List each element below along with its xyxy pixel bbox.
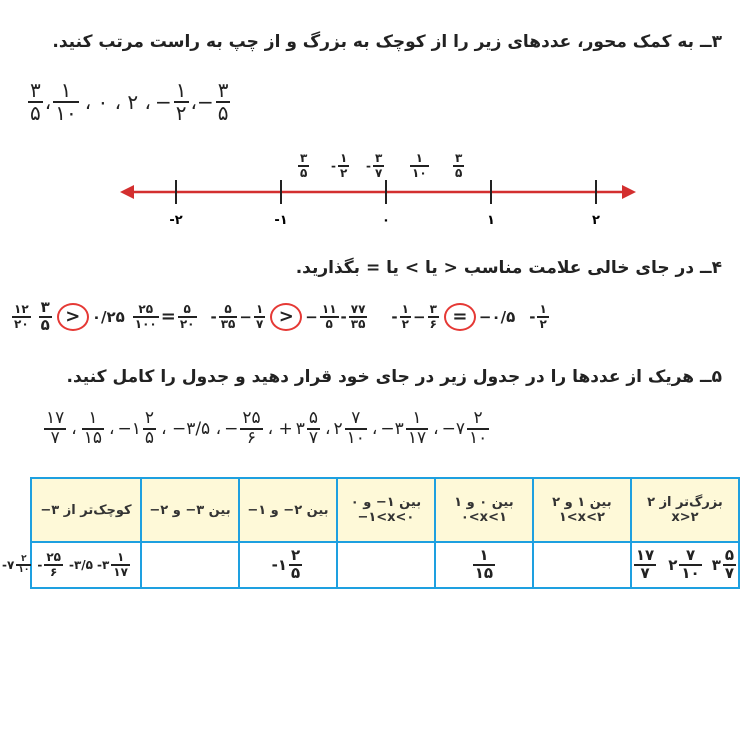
q3-minus: −: [154, 90, 172, 114]
q3-sep: ، ۰ ، ۲ ،: [84, 90, 151, 114]
q3-minus: −: [196, 90, 214, 114]
q4-answer-circle-2[interactable]: >: [270, 303, 302, 331]
q5-number: $\frac{۱}{۱۵}$: [83, 408, 103, 448]
q4-comparisons: [10, 300, 551, 334]
q5-sep: ،: [71, 418, 77, 439]
q4-frac: $\frac{۱}{۲}$: [539, 302, 547, 331]
q5-number-list: [42, 410, 491, 448]
answer-cell-neg1-0[interactable]: [337, 542, 435, 588]
q5-sep: ،: [433, 418, 439, 439]
q4-minus: −: [239, 307, 252, 326]
q5-number: ۳ $\frac{۵}{۷}$: [295, 408, 319, 448]
table-header-row: [31, 478, 739, 542]
q5-number: $\frac{۱۷}{۷}$: [46, 408, 65, 448]
header-cell: بین ۲− و ۱−: [239, 478, 337, 542]
axis-fraction-label: $\frac{۳}{۵}$: [300, 151, 308, 180]
q5-sep: ،: [371, 418, 378, 439]
axis-fraction-label: $\frac{۱}{۱۰}$: [412, 151, 427, 180]
q5-title: ۵ــ هریک از عددها را در جدول زیر در جای خود قرار دهید و جدول را کامل کنید.: [66, 367, 722, 387]
q4-decimal: −۰/۵: [478, 307, 516, 326]
header-cell: بین ۰ و ۱ ۰<x<۱: [435, 478, 533, 542]
q4-frac: $\frac{۱۱}{۵}$: [321, 302, 337, 331]
answer-cell-less-than-neg3[interactable]: -۷ $\frac{۲}{۱۰}$ - $\frac{۲۵}{۶}$ -۳/۵ -۳ $\frac{۱}{۱۷}$: [31, 542, 141, 588]
q3-frac-3-5-neg: $\frac{۳}{۵}$: [217, 78, 229, 125]
q5-sep: ، +: [267, 418, 293, 439]
q4-minus: -: [340, 307, 347, 326]
axis-tick-label: -۲: [169, 213, 183, 228]
q3-sep: ،: [44, 90, 52, 114]
answer-cell-greater-than-2[interactable]: $\frac{۱۷}{۷}$ ۲ $\frac{۷}{۱۰}$ ۳ $\frac{۵}{۷}$: [631, 542, 739, 588]
header-cell: کوچک‌تر از ۳−: [31, 478, 141, 542]
q3-sep: ،: [190, 90, 197, 114]
q4-frac: $\frac{۱۲}{۲۰}$: [14, 302, 29, 331]
q4-frac: $\frac{۵}{۳۵}$: [220, 302, 236, 331]
q5-number: − ۱ $\frac{۲}{۵}$: [117, 408, 155, 448]
axis-tick-label: ۰: [382, 213, 390, 228]
axis-tick-label: ۱: [487, 213, 495, 228]
q4-frac: $\frac{۵}{۲۰}$: [179, 302, 195, 331]
header-cell: بین ۳− و ۲−: [141, 478, 239, 542]
answer-cell-0-1[interactable]: $\frac{۱}{۱۵}$: [435, 542, 533, 588]
q4-frac: $\frac{۱}{۲}$: [401, 302, 409, 331]
header-cell: بین ۱− و ۰ −۱<x<۰: [337, 478, 435, 542]
q4-decimal: ۰/۲۵: [91, 307, 125, 326]
header-cell: بزرگ‌تر از ۲ x>۲: [631, 478, 739, 542]
q5-number: − ۷ $\frac{۲}{۱۰}$: [441, 408, 488, 448]
q4-minus: -: [210, 307, 217, 326]
q3-title: ۳ــ به کمک محور، عددهای زیر را از کوچک به بزرگ و از چپ به راست مرتب کنید.: [52, 32, 722, 52]
q3-number-list: [26, 80, 232, 124]
q4-minus: -: [529, 307, 536, 326]
q5-number: ۲ $\frac{۷}{۱۰}$: [333, 408, 365, 448]
q3-frac-3-5: $\frac{۳}{۵}$: [30, 78, 41, 125]
q4-title: ۴ــ در جای خالی علامت مناسب < یا > یا = بگذارید.: [295, 258, 722, 278]
q5-number: − ۳ $\frac{۱}{۱۷}$: [380, 408, 427, 448]
q4-frac: $\frac{۲۵}{۱۰۰}$: [134, 302, 157, 331]
q4-equals: =: [160, 306, 176, 328]
table-answer-row: [31, 542, 739, 588]
answer-cell-neg2-neg1[interactable]: -۱ $\frac{۲}{۵}$: [239, 542, 337, 588]
q4-minus: −: [412, 307, 426, 326]
q3-frac-1-10: $\frac{۱}{۱۰}$: [55, 78, 77, 125]
axis-tick-label: -۱: [274, 213, 288, 228]
answer-cell-neg3-neg2[interactable]: [141, 542, 239, 588]
axis-fraction-label: - $\frac{۱}{۲}$: [331, 151, 348, 180]
q4-frac: $\frac{۱}{۷}$: [255, 302, 264, 331]
header-cell: بین ۱ و ۲ ۱<x<۲: [533, 478, 631, 542]
q4-frac: $\frac{۳}{۶}$: [429, 302, 437, 331]
q5-sep: ،: [109, 418, 115, 439]
q4-answer-circle-3[interactable]: =: [444, 303, 476, 331]
q3-frac-1-2: $\frac{۱}{۲}$: [175, 78, 187, 125]
q4-frac: $\frac{۷۷}{۳۵}$: [350, 302, 366, 331]
q4-answer-circle-1[interactable]: >: [57, 303, 89, 331]
q5-sep: ، −۳/۵ ،: [161, 418, 222, 439]
answer-cell-1-2[interactable]: [533, 542, 631, 588]
q4-minus: -: [391, 307, 398, 326]
classification-table: [2, 477, 740, 589]
axis-fraction-label: $\frac{۳}{۵}$: [455, 151, 463, 180]
q4-minus: −: [305, 307, 318, 326]
q5-number: − $\frac{۲۵}{۶}$: [224, 408, 261, 448]
axis-tick-label: ۲: [592, 213, 600, 228]
axis-fraction-labels: [0, 150, 740, 190]
q5-sep: ،: [325, 418, 331, 439]
axis-fraction-label: - $\frac{۳}{۷}$: [366, 151, 383, 180]
q4-frac: $\frac{۳}{۵}$: [40, 298, 50, 334]
